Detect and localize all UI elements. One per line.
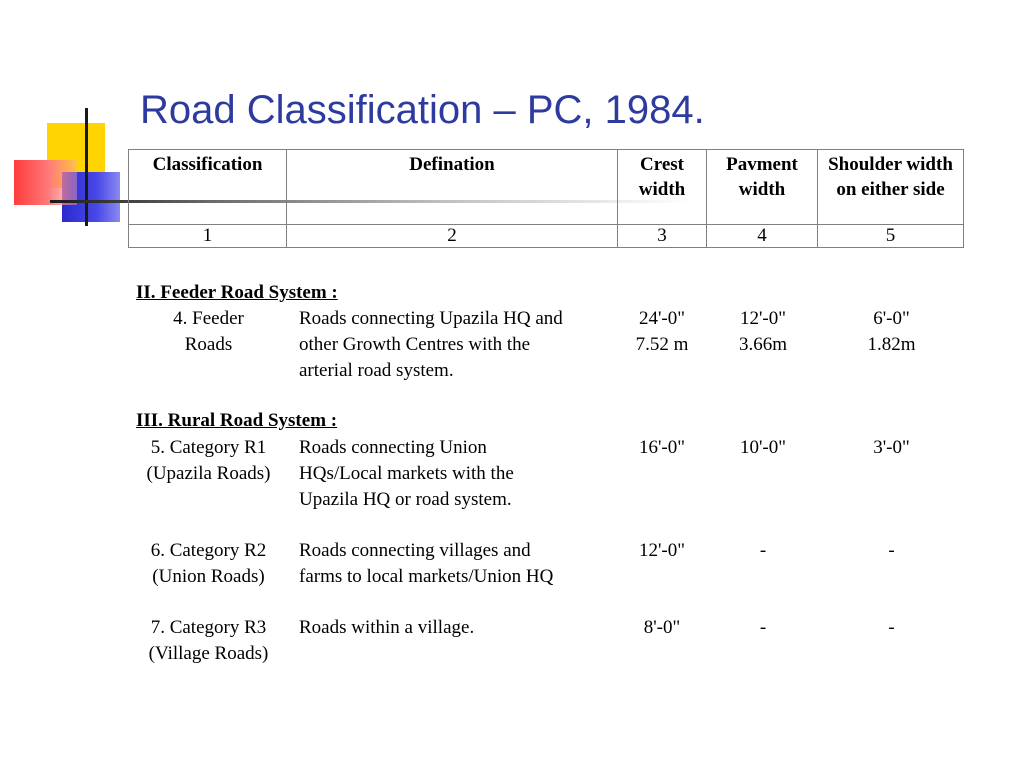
row-definition bbox=[299, 435, 619, 513]
text-line: - bbox=[888, 617, 895, 638]
text-line: 4. Feeder bbox=[173, 308, 244, 329]
decor-red-square bbox=[14, 160, 77, 205]
row-classification bbox=[130, 615, 287, 667]
text-line: 3.66m bbox=[738, 334, 788, 355]
text-line: 16'-0" bbox=[638, 437, 685, 458]
row-classification bbox=[130, 435, 287, 487]
row-crest-width bbox=[618, 306, 706, 358]
text-line: farms to local markets/Union HQ bbox=[299, 566, 554, 587]
text-line: other Growth Centres with the bbox=[299, 334, 531, 355]
row-classification bbox=[130, 306, 287, 358]
header-crest-width: Crest width bbox=[618, 150, 707, 225]
text-line: Roads connecting villages and bbox=[299, 540, 531, 561]
row-pavement-width bbox=[708, 306, 818, 358]
text-line: Roads connecting Upazila HQ and bbox=[299, 308, 563, 329]
row-crest-width bbox=[618, 615, 706, 641]
header-definition: Defination bbox=[287, 150, 618, 225]
text-line: 3'-0" bbox=[873, 437, 910, 458]
row-shoulder-width bbox=[819, 538, 964, 564]
slide-title: Road Classification – PC, 1984. bbox=[140, 88, 705, 132]
row-definition bbox=[299, 615, 619, 641]
header-classification: Classification bbox=[129, 150, 287, 225]
row-definition bbox=[299, 306, 619, 384]
section-heading-feeder: II. Feeder Road System : bbox=[136, 282, 338, 303]
row-definition bbox=[299, 538, 619, 590]
text-line: - bbox=[759, 617, 767, 638]
text-line: 7.52 m bbox=[635, 334, 689, 355]
text-line: 7. Category R3 bbox=[150, 617, 267, 638]
header-table bbox=[128, 149, 964, 248]
text-line: (Union Roads) bbox=[152, 566, 265, 587]
text-line: - bbox=[759, 540, 767, 561]
column-number: 1 bbox=[129, 225, 287, 248]
text-line: 5. Category R1 bbox=[150, 437, 267, 458]
text-line: arterial road system. bbox=[299, 360, 454, 381]
text-line: Roads bbox=[184, 334, 233, 355]
text-line: 12'-0" bbox=[638, 540, 685, 561]
text-line: HQs/Local markets with the bbox=[299, 463, 514, 484]
text-line: 8'-0" bbox=[643, 617, 681, 638]
row-crest-width bbox=[618, 435, 706, 461]
text-line: - bbox=[888, 540, 895, 561]
row-shoulder-width bbox=[819, 306, 964, 358]
text-line: 10'-0" bbox=[739, 437, 786, 458]
row-classification bbox=[130, 538, 287, 590]
text-line: 6. Category R2 bbox=[150, 540, 267, 561]
row-pavement-width bbox=[708, 538, 818, 564]
text-line: (Upazila Roads) bbox=[146, 463, 271, 484]
text-line: 24'-0" bbox=[638, 308, 685, 329]
section-heading-rural: III. Rural Road System : bbox=[136, 410, 338, 431]
text-line: 6'-0" bbox=[873, 308, 910, 329]
row-shoulder-width bbox=[819, 615, 964, 641]
column-number-row bbox=[129, 225, 964, 248]
text-line: 1.82m bbox=[867, 334, 916, 355]
row-pavement-width bbox=[708, 435, 818, 461]
header-row bbox=[129, 150, 964, 225]
decor-vertical-line bbox=[85, 108, 88, 226]
row-shoulder-width bbox=[819, 435, 964, 461]
text-line: Upazila HQ or road system. bbox=[299, 489, 512, 510]
column-number: 2 bbox=[287, 225, 618, 248]
column-number: 5 bbox=[818, 225, 964, 248]
text-line: (Village Roads) bbox=[148, 643, 269, 664]
column-number: 3 bbox=[618, 225, 707, 248]
text-line: 12'-0" bbox=[739, 308, 786, 329]
text-line: Roads within a village. bbox=[299, 617, 475, 638]
text-line: Roads connecting Union bbox=[299, 437, 487, 458]
column-number: 4 bbox=[707, 225, 818, 248]
header-pavement-width: Pavment width bbox=[707, 150, 818, 225]
header-shoulder-width: Shoulder width on either side bbox=[818, 150, 964, 225]
row-crest-width bbox=[618, 538, 706, 564]
row-pavement-width bbox=[708, 615, 818, 641]
